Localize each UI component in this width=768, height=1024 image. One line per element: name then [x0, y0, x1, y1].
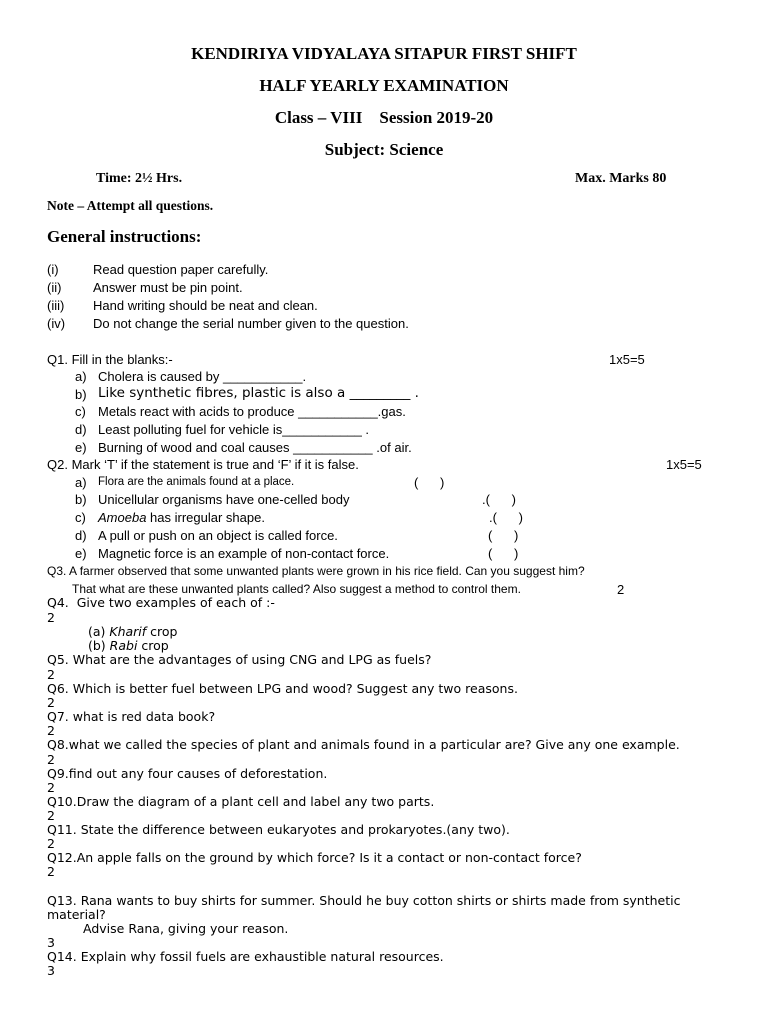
q1-item-label: c): [75, 404, 86, 419]
q2-item-label: e): [75, 546, 87, 561]
q2-item-label: b): [75, 492, 87, 507]
question-text: Q11. State the difference between eukaryotes and prokaryotes.(any two).: [47, 822, 510, 837]
q3-marks: 2: [617, 582, 625, 597]
question-marks: 2: [47, 723, 55, 738]
q2-item-label: c): [75, 510, 86, 525]
q1-item-text: Like synthetic fibres, plastic is also a _________ .: [98, 385, 419, 401]
q2-item-text: Magnetic force is an example of non-contact force.: [98, 546, 390, 561]
q1-item-label: b): [75, 387, 87, 402]
q13-marks: 3: [47, 935, 55, 950]
class-session: Class – VIII Session 2019-20: [274, 108, 494, 127]
instruction-text: Answer must be pin point.: [93, 280, 243, 295]
q4-a-rest: crop: [146, 624, 178, 639]
question-marks: 2: [47, 752, 55, 767]
question-marks: 2: [47, 808, 55, 823]
instructions-heading: General instructions:: [47, 227, 202, 246]
q4-a-label: (a): [88, 624, 110, 639]
q13-line2: material?: [47, 907, 106, 922]
q4-b-rest: crop: [137, 638, 169, 653]
q2-item-text: [98, 511, 265, 524]
question-marks: 2: [47, 667, 55, 682]
q2-answer-box[interactable]: ( ): [488, 546, 519, 561]
q2-answer-box[interactable]: ( ): [414, 475, 445, 490]
q2-title: Q2. Mark ‘T’ if the statement is true and ‘F’ if it is false.: [47, 457, 359, 472]
q1-title: Q1. Fill in the blanks:-: [47, 352, 173, 367]
q4-marks: 2: [47, 610, 55, 625]
question-text: Q10.Draw the diagram of a plant cell and label any two parts.: [47, 794, 435, 809]
q2-answer-box[interactable]: .( ): [489, 510, 523, 525]
instruction-num: (ii): [47, 280, 62, 295]
question-marks: 2: [47, 864, 55, 879]
instruction-text: Read question paper carefully.: [93, 262, 269, 277]
q2-item-text: Unicellular organisms have one-celled body: [98, 492, 350, 507]
q1-item-text: Cholera is caused by ___________.: [98, 369, 307, 384]
q1-item-text: Least polluting fuel for vehicle is___________ .: [98, 422, 370, 437]
q2-answer-box[interactable]: ( ): [488, 528, 519, 543]
q4-b-label: (b): [88, 638, 110, 653]
q3-line1: Q3. A farmer observed that some unwanted plants were grown in his rice field. Can you suggest him?: [47, 564, 585, 578]
q2-answer-box[interactable]: .( ): [482, 492, 516, 507]
q2-item-text: Flora are the animals found at a place.: [98, 476, 295, 488]
question-marks: 2: [47, 836, 55, 851]
instruction-text: Do not change the serial number given to the question.: [93, 316, 409, 331]
exam-time: Time: 2½ Hrs.: [96, 171, 183, 186]
q1-marks: 1x5=5: [609, 352, 645, 367]
q1-item-text: Metals react with acids to produce ___________.gas.: [98, 404, 406, 419]
instruction-text: Hand writing should be neat and clean.: [93, 298, 318, 313]
question-text: Q9.find out any four causes of deforestation.: [47, 766, 328, 781]
q1-item-text: Burning of wood and coal causes ___________ .of air.: [98, 440, 412, 455]
q13-line1: Q13. Rana wants to buy shirts for summer. Should he buy cotton shirts or shirts made from synthetic: [47, 893, 681, 908]
instruction-num: (iii): [47, 298, 65, 313]
question-text: Q12.An apple falls on the ground by which force? Is it a contact or non-contact force?: [47, 850, 582, 865]
amoeba-term: Amoeba: [98, 510, 147, 525]
kharif-term: Kharif: [109, 624, 147, 639]
q3-line2: That what are these unwanted plants called? Also suggest a method to control them.: [72, 582, 521, 596]
q2-item-label: a): [75, 475, 87, 490]
instruction-num: (iv): [47, 316, 66, 331]
subject: Subject: Science: [324, 140, 444, 159]
instruction-num: (i): [47, 262, 59, 277]
exam-title: HALF YEARLY EXAMINATION: [259, 76, 509, 95]
q2-item-rest: has irregular shape.: [146, 510, 265, 525]
question-text: Q7. what is red data book?: [47, 709, 216, 724]
q4-item-a: [88, 626, 177, 639]
question-marks: 2: [47, 780, 55, 795]
max-marks: Max. Marks 80: [575, 171, 667, 186]
q2-item-text: A pull or push on an object is called force.: [98, 528, 338, 543]
question-text: Q6. Which is better fuel between LPG and wood? Suggest any two reasons.: [47, 681, 518, 696]
q14-text: Q14. Explain why fossil fuels are exhaustible natural resources.: [47, 949, 444, 964]
note: Note – Attempt all questions.: [47, 198, 214, 213]
school-name: KENDIRIYA VIDYALAYA SITAPUR FIRST SHIFT: [191, 44, 577, 63]
q2-item-label: d): [75, 528, 87, 543]
question-marks: 2: [47, 695, 55, 710]
q4-item-b: [88, 640, 169, 653]
q13-line3: Advise Rana, giving your reason.: [83, 921, 289, 936]
q14-marks: 3: [47, 963, 55, 978]
question-text: Q5. What are the advantages of using CNG and LPG as fuels?: [47, 652, 432, 667]
question-text: Q8.what we called the species of plant and animals found in a particular are? Give any one example.: [47, 737, 680, 752]
rabi-term: Rabi: [109, 638, 138, 653]
q1-item-label: a): [75, 369, 87, 384]
q2-marks: 1x5=5: [666, 457, 702, 472]
q1-item-label: d): [75, 422, 87, 437]
q4-title: Q4. Give two examples of each of :-: [47, 595, 275, 610]
q1-item-label: e): [75, 440, 87, 455]
